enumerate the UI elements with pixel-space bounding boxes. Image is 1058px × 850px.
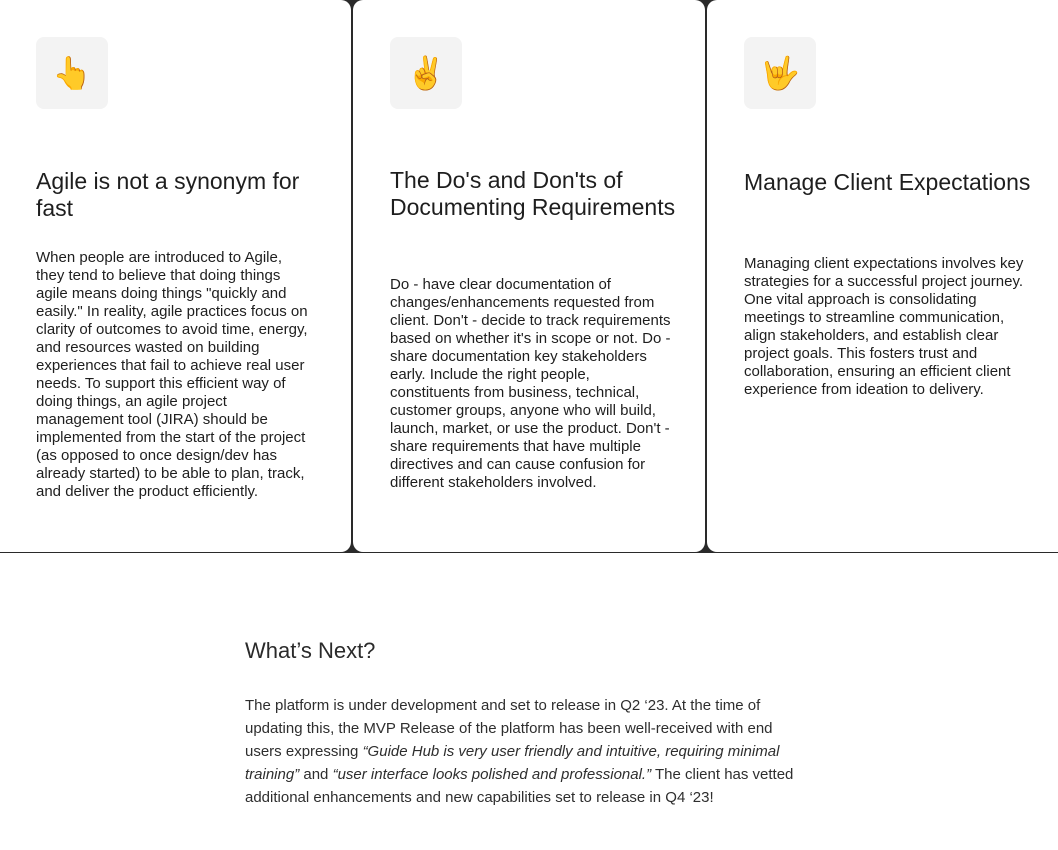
user-quote: “user interface looks polished and professional.”: [332, 766, 652, 783]
card-title: Agile is not a synonym for fast: [36, 168, 300, 221]
card-title: The Do's and Don'ts of Documenting Requirements: [390, 167, 676, 220]
lesson-card: [353, 0, 705, 552]
victory-hand-icon: ✌️: [390, 37, 462, 109]
body-text: and: [299, 766, 333, 783]
card-body: Managing client expectations involves key strategies for a successful project journey. One vital approach is consolidating meetings to streamline communication, align stakeholders, and establish clear project goals. This fosters trust and collaboration, ensuring an efficient client experience from ideation to delivery.: [744, 255, 1024, 398]
whats-next-body: [245, 694, 811, 809]
card-body: Do - have clear documentation of changes/enhancements requested from client. Don't - decide to track requirements based on whether it's in scope or not. Do - share documentation key stakeholders early. Include the right people, constituents from business, technical, customer groups, anyone who will build, launch, market, or use the product. Don't - share requirements that have multiple directives and can cause confusion for different stakeholders involved.: [390, 276, 671, 491]
card-body: When people are introduced to Agile, they tend to believe that doing things agile means doing things "quickly and easily." In reality, agile practices focus on clarity of outcomes to avoid time, energy, and resources wasted on building experiences that fail to achieve real user needs. To support this efficient way of doing things, an agile project management tool (JIRA) should be implemented from the start of the project (as opposed to once design/dev has already started) to be able to plan, track, and deliver the product efficiently.: [36, 249, 308, 500]
card-title: Manage Client Expectations: [744, 169, 1031, 195]
user-quote: “Guide Hub is very user friendly and intuitive, requiring minimal training”: [245, 743, 780, 783]
body-text: The platform is under development and set to release in Q2 ‘23. At the time of updating this, the MVP Release of the platform has been well-received with end users expressing: [245, 697, 773, 760]
lesson-card: [707, 0, 1058, 552]
whats-next-title: What’s Next?: [245, 638, 376, 663]
body-text: The client has vetted additional enhancements and new capabilities set to release in Q4 ‘23!: [245, 766, 794, 806]
sign-of-horns-icon: 🤟: [744, 37, 816, 109]
lesson-card: [0, 0, 351, 552]
pointing-up-hand-icon: 👆: [36, 37, 108, 109]
